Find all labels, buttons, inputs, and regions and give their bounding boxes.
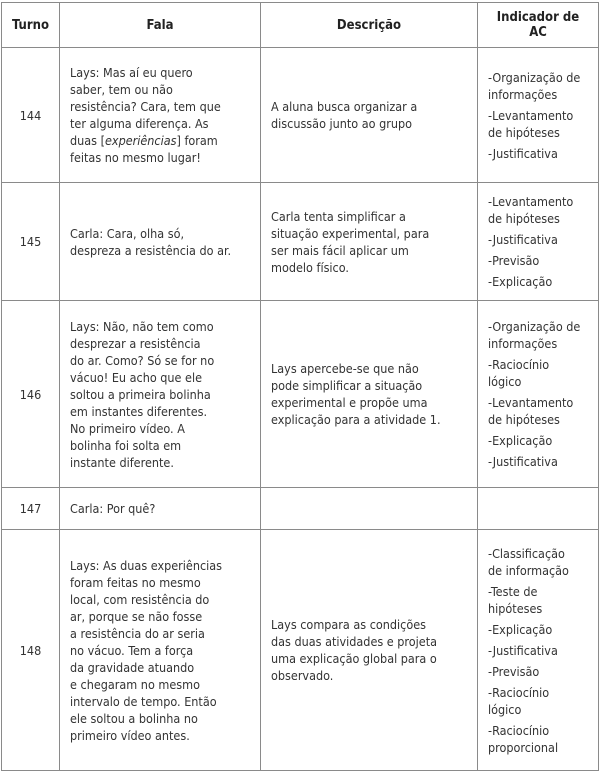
- fala-line: Lays: Mas aí eu quero: [70, 65, 193, 80]
- fala-line: Lays: As duas experiências: [70, 557, 223, 573]
- header-row: [2, 3, 599, 48]
- indicador-line: -Levantamento: [488, 395, 574, 410]
- indicador-item: [488, 231, 588, 248]
- descricao-line: situação experimental, para: [271, 225, 430, 241]
- descricao-line: observado.: [271, 668, 334, 683]
- indicador-line: de hipóteses: [488, 412, 560, 427]
- fala-line: primeiro vídeo antes.: [70, 727, 190, 743]
- indicador-line: -Organização de: [488, 69, 581, 85]
- descricao-line: pode simplificar a situação: [271, 378, 423, 393]
- indicador-line: hipóteses: [488, 600, 543, 616]
- header-indicador: Indicador de AC: [478, 3, 599, 48]
- turno-cell: 148: [2, 530, 60, 771]
- indicador-line: -Organização de: [488, 319, 581, 334]
- descricao-cell: [261, 301, 478, 488]
- indicador-item: [488, 107, 588, 141]
- table-row: [2, 301, 599, 488]
- header-turno: Turno: [2, 3, 60, 48]
- indicador-cell: [478, 48, 599, 183]
- fala-line: soltou a primeira bolinha: [70, 386, 211, 402]
- descricao-line: Lays apercebe-se que não: [271, 361, 419, 376]
- indicador-line: -Explicação: [488, 621, 553, 637]
- dialogue-analysis-table: [1, 2, 599, 771]
- indicador-item: [488, 642, 588, 659]
- fala-line: do ar. Como? Só se for no: [70, 352, 215, 368]
- indicador-item: [488, 684, 588, 718]
- table-row: [2, 48, 599, 183]
- indicador-item: [488, 583, 588, 617]
- indicador-item: [488, 545, 588, 579]
- indicador-line: -Teste de: [488, 583, 538, 599]
- fala-line: ar, porque se não fosse: [70, 608, 203, 624]
- indicador-line: -Raciocínio: [488, 722, 550, 738]
- fala-line: ter alguma diferença. As: [70, 116, 209, 131]
- indicador-item: [488, 621, 588, 638]
- turno-cell: 144: [2, 48, 60, 183]
- indicador-item: [488, 432, 588, 449]
- descricao-line: uma explicação global para o: [271, 651, 437, 666]
- fala-line: ele soltou a bolinha no: [70, 710, 198, 726]
- descricao-cell: [261, 48, 478, 183]
- indicador-cell: [478, 183, 599, 301]
- indicador-item: [488, 69, 588, 103]
- fala-line: saber, tem ou não: [70, 82, 173, 97]
- fala-line: despreza a resistência do ar.: [70, 242, 232, 258]
- fala-cell: [60, 488, 261, 530]
- fala-text: ] foram: [176, 133, 218, 148]
- fala-line: Carla: Por quê?: [70, 501, 156, 516]
- indicador-line: -Previsão: [488, 253, 540, 268]
- header-fala: Fala: [60, 3, 261, 48]
- descricao-line: experimental e propõe uma: [271, 395, 428, 410]
- indicador-item: [488, 318, 588, 352]
- indicador-cell: [478, 530, 599, 771]
- fala-line: da gravidade atuando: [70, 659, 195, 675]
- indicador-item: [488, 394, 588, 428]
- indicador-line: -Explicação: [488, 433, 553, 448]
- fala-line: Lays: Não, não tem como: [70, 318, 214, 334]
- fala-cell: [60, 48, 261, 183]
- fala-cell: [60, 530, 261, 771]
- indicador-line: -Previsão: [488, 663, 540, 679]
- fala-line: No primeiro vídeo. A: [70, 420, 185, 436]
- indicador-item: [488, 453, 588, 470]
- descricao-line: discussão junto ao grupo: [271, 116, 413, 131]
- indicador-line: -Raciocínio: [488, 684, 550, 700]
- descricao-cell: [261, 183, 478, 301]
- descricao-line: explicação para a atividade 1.: [271, 412, 441, 427]
- fala-line: Carla: Cara, olha só,: [70, 225, 185, 241]
- indicador-line: de informação: [488, 562, 569, 578]
- descricao-line: modelo físico.: [271, 259, 349, 275]
- indicador-line: informações: [488, 86, 558, 102]
- indicador-line: -Justificativa: [488, 232, 558, 247]
- fala-line: desprezar a resistência: [70, 335, 201, 351]
- descricao-line: Lays compara as condições: [271, 617, 427, 632]
- fala-italic-text: experiências: [105, 133, 177, 148]
- indicador-line: lógico: [488, 374, 522, 389]
- indicador-item: [488, 193, 588, 227]
- indicador-line: -Levantamento: [488, 107, 574, 123]
- fala-line: e chegaram no mesmo: [70, 676, 200, 692]
- descricao-line: A aluna busca organizar a: [271, 99, 418, 114]
- fala-line: intervalo de tempo. Então: [70, 693, 217, 709]
- indicador-line: -Justificativa: [488, 145, 558, 161]
- indicador-line: -Raciocínio: [488, 357, 550, 372]
- fala-cell: [60, 301, 261, 488]
- turno-cell: 147: [2, 488, 60, 530]
- indicador-item: [488, 722, 588, 756]
- fala-text: duas [: [70, 133, 105, 148]
- indicador-line: -Justificativa: [488, 454, 558, 469]
- descricao-cell: [261, 488, 478, 530]
- fala-line: no vácuo. Tem a força: [70, 642, 194, 658]
- table-body: [2, 48, 599, 771]
- fala-line: feitas no mesmo lugar!: [70, 150, 201, 165]
- table-row: [2, 183, 599, 301]
- table-row: [2, 530, 599, 771]
- descricao-line: ser mais fácil aplicar um: [271, 242, 409, 258]
- indicador-line: proporcional: [488, 739, 559, 755]
- indicador-line: lógico: [488, 701, 522, 717]
- descricao-cell: [261, 530, 478, 771]
- indicador-item: [488, 356, 588, 390]
- indicador-item: [488, 145, 588, 162]
- fala-line: local, com resistência do: [70, 591, 210, 607]
- fala-line: [70, 132, 250, 149]
- fala-line: a resistência do ar seria: [70, 625, 205, 641]
- indicador-item: [488, 252, 588, 269]
- fala-cell: [60, 183, 261, 301]
- indicador-item: [488, 273, 588, 290]
- turno-cell: 146: [2, 301, 60, 488]
- indicador-line: informações: [488, 336, 558, 351]
- table-row: [2, 488, 599, 530]
- indicador-cell: [478, 488, 599, 530]
- indicador-line: de hipóteses: [488, 211, 560, 226]
- turno-cell: 145: [2, 183, 60, 301]
- fala-line: em instantes diferentes.: [70, 403, 208, 419]
- descricao-line: Carla tenta simplificar a: [271, 208, 406, 224]
- indicador-item: [488, 663, 588, 680]
- fala-line: foram feitas no mesmo: [70, 574, 201, 590]
- fala-line: resistência? Cara, tem que: [70, 99, 221, 114]
- fala-line: instante diferente.: [70, 454, 174, 470]
- descricao-line: das duas atividades e projeta: [271, 634, 437, 649]
- indicador-line: -Justificativa: [488, 642, 558, 658]
- indicador-line: -Classificação: [488, 545, 565, 561]
- indicador-line: -Levantamento: [488, 194, 574, 209]
- fala-line: vácuo! Eu acho que ele: [70, 369, 203, 385]
- indicador-line: -Explicação: [488, 274, 553, 289]
- indicador-cell: [478, 301, 599, 488]
- indicador-line: de hipóteses: [488, 124, 560, 140]
- header-descricao: Descrição: [261, 3, 478, 48]
- fala-line: bolinha foi solta em: [70, 437, 182, 453]
